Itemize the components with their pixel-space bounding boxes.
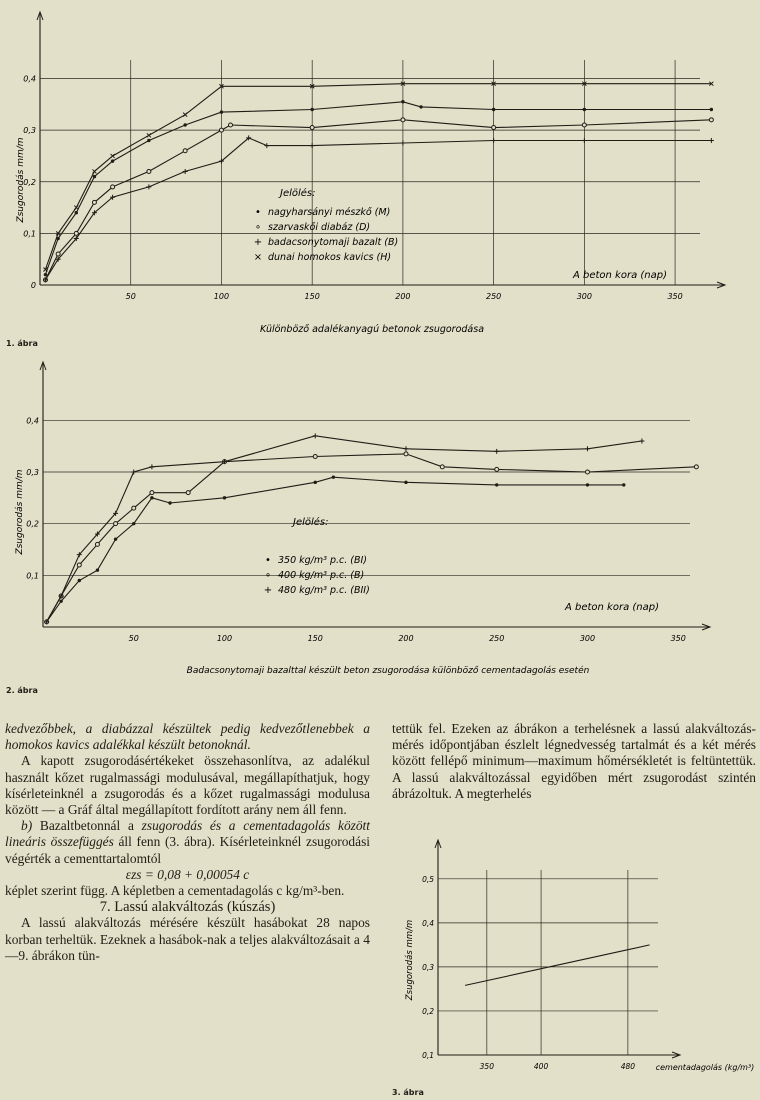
x-tick-label: 150 — [307, 634, 323, 643]
data-point — [93, 175, 96, 178]
data-point — [404, 452, 408, 456]
y-tick-label: 0 — [30, 281, 36, 290]
fig2-label: 2. ábra — [6, 686, 38, 695]
data-point — [400, 141, 405, 146]
data-point — [492, 126, 496, 130]
x-tick-label: 250 — [489, 634, 505, 643]
data-point — [44, 273, 47, 276]
fig1-legend-title: Jelölés: — [280, 188, 316, 199]
paragraph: A kapott zsugorodásértékeket összehasonlítva, az adalékul használt kőzet rugalmassági modulusával, megállapíthatjuk, hogy kísérleteinknél a zsugorodás és a kőzet rugalmassági modulusa között — a Gráf által megállapított fordított arány nem áll fenn. — [5, 753, 370, 818]
text-span: Bazaltbetonnál a — [39, 818, 134, 834]
data-point — [114, 522, 118, 526]
data-point — [583, 108, 586, 111]
data-point — [495, 467, 499, 471]
legend-entry: 400 kg/m³ p.c. (B) — [278, 570, 365, 581]
data-point — [74, 206, 78, 210]
y-tick-label: 0,4 — [422, 918, 434, 928]
y-tick-label: 0,1 — [26, 571, 39, 581]
fig2-xlabel: A beton kora (nap) — [564, 602, 660, 613]
data-point — [313, 455, 317, 459]
data-point — [114, 537, 117, 540]
data-point — [132, 506, 136, 510]
data-point — [495, 483, 498, 486]
data-point — [111, 185, 115, 189]
data-point — [147, 139, 150, 142]
legend-entry: 480 kg/m³ p.c. (BII) — [278, 585, 370, 596]
data-point — [220, 110, 223, 113]
data-point — [111, 159, 114, 162]
y-tick-label: 0,1 — [23, 229, 36, 239]
data-point — [314, 481, 317, 484]
fig2-ylabel: Zsugorodás mm/m — [15, 469, 25, 555]
data-point — [150, 491, 154, 495]
data-point — [622, 483, 625, 486]
x-tick-label: 250 — [485, 292, 502, 301]
x-tick-label: 100 — [213, 292, 230, 301]
data-point — [92, 169, 96, 173]
formula: εzs = 0,08 + 0,00054 c — [125, 866, 250, 882]
fig1-xlabel: A beton kora (nap) — [572, 270, 668, 281]
legend-marker: ∘ — [264, 570, 272, 581]
fig3-ylabel: Zsugorodás mm/m — [405, 919, 415, 1001]
fig1-ylabel: Zsugorodás mm/m — [16, 137, 26, 223]
x-tick-label: 480 — [620, 1062, 636, 1071]
x-tick-label: 50 — [128, 634, 139, 643]
emphasis: zsugorodás és a cementadagolás között lineáris összefüggés — [5, 818, 370, 850]
legend-marker: • — [265, 555, 271, 566]
data-point — [403, 446, 408, 451]
data-point — [494, 449, 499, 454]
data-point — [639, 439, 644, 444]
fig2-legend-title: Jelölés: — [293, 517, 329, 528]
data-point — [56, 252, 60, 256]
data-point — [229, 123, 233, 127]
data-point — [186, 491, 190, 495]
data-point — [74, 231, 78, 235]
data-point — [183, 169, 188, 174]
data-point — [92, 200, 96, 204]
legend-marker: + — [263, 585, 273, 596]
x-tick-label: 350 — [667, 292, 683, 301]
figure-3 — [380, 830, 760, 1100]
data-point — [147, 169, 151, 173]
paragraph: A lassú alakváltozás mérésére készült hasábokat 28 napos korban terheltük. Ezeknek a hasábok-nak a teljes alakváltozásait a 4—9. ábrákon tün- — [5, 915, 370, 963]
fig1-label: 1. ábra — [6, 339, 38, 348]
legend-marker: + — [253, 237, 263, 248]
fig3-label: 3. ábra — [392, 1088, 424, 1097]
y-tick-label: 0,2 — [23, 177, 36, 187]
data-point — [310, 143, 315, 148]
fig2-caption: Badacsonytomaji bazalttal készült beton zsugorodása különböző cementadagolás esetén — [186, 666, 590, 676]
data-point — [59, 599, 62, 602]
data-point — [401, 118, 405, 122]
legend-entry: szarvaskői diabáz (D) — [268, 222, 371, 233]
data-point — [183, 123, 186, 126]
y-tick-label: 0,2 — [422, 1006, 434, 1016]
data-point — [111, 154, 115, 158]
data-point — [313, 433, 318, 438]
paragraph: tettük fel. Ezeken az ábrákon a terhelésnek a lassú alakváltozás-mérés időpontjában észlelt légnedvesség tartalmát és a két mérés között fellépő minimum—maximum hőmérsékletét is feltüntettük. A lassú alakváltozással egyidőben mért zsugorodást szintén ábrázoltuk. A megterhelés — [392, 721, 756, 801]
text-column-right — [392, 721, 756, 802]
data-point — [582, 138, 587, 143]
figure-2 — [0, 352, 760, 682]
data-point — [419, 105, 422, 108]
data-point — [332, 475, 335, 478]
x-tick-label: 350 — [670, 634, 686, 643]
data-point — [132, 522, 135, 525]
data-point — [694, 465, 698, 469]
legend-entry: badacsonytomaji bazalt (B) — [268, 237, 399, 248]
data-point — [264, 143, 269, 148]
series-line-1 — [465, 945, 649, 986]
y-tick-label: 0,1 — [422, 1051, 434, 1060]
legend-entry: nagyharsányi mészkő (M) — [268, 207, 391, 218]
text-column-left — [5, 721, 370, 964]
legend-entry: 350 kg/m³ p.c. (BI) — [278, 555, 368, 566]
data-point — [75, 211, 78, 214]
data-point — [183, 149, 187, 153]
data-point — [586, 483, 589, 486]
x-tick-label: 350 — [479, 1062, 494, 1071]
y-tick-label: 0,4 — [26, 416, 39, 426]
x-tick-label: 400 — [533, 1062, 549, 1071]
x-tick-label: 150 — [304, 292, 320, 301]
data-point — [131, 470, 136, 475]
fig3-xlabel: cementadagolás (kg/m³) — [655, 1063, 755, 1072]
series-line-2 — [47, 454, 697, 622]
data-point — [310, 126, 314, 130]
fig1-caption: Különböző adalékanyagú betonok zsugorodása — [259, 324, 485, 335]
legend-marker: × — [253, 252, 263, 263]
data-point — [585, 446, 590, 451]
paragraph — [5, 818, 370, 867]
data-point — [150, 496, 153, 499]
data-point — [146, 184, 151, 189]
y-tick-label: 0,2 — [26, 519, 39, 529]
data-point — [491, 138, 496, 143]
x-tick-label: 50 — [125, 292, 136, 301]
data-point — [78, 579, 81, 582]
series-line-1 — [47, 477, 624, 622]
paragraph: kedvezőbbek, a diabázzal készültek pedig kedvezőtlenebbek a homokos kavics adalékkal készült betonoknál. — [5, 721, 370, 753]
x-tick-label: 100 — [216, 634, 233, 643]
y-tick-label: 0,4 — [23, 74, 36, 84]
data-point — [219, 128, 223, 132]
section-heading: 7. Lassú alakváltozás (kúszás) — [99, 899, 276, 916]
data-point — [582, 123, 586, 127]
legend-marker: • — [255, 207, 261, 218]
y-tick-label: 0,5 — [422, 874, 434, 884]
data-point — [710, 108, 713, 111]
text-span: áll fenn (3. ábra). Kísérleteinknél zsugorodási végérték a cementtartalomtól — [5, 834, 370, 866]
figure-2-chart — [0, 352, 760, 682]
data-point — [404, 481, 407, 484]
data-point — [492, 108, 495, 111]
y-tick-label: 0,3 — [422, 962, 434, 972]
data-point — [147, 133, 151, 137]
data-point — [77, 563, 81, 567]
data-point — [96, 568, 99, 571]
data-point — [95, 542, 99, 546]
y-tick-label: 0,3 — [23, 126, 36, 136]
figure-1 — [0, 0, 760, 345]
data-point — [149, 464, 154, 469]
figure-1-chart — [0, 0, 760, 345]
data-point — [310, 108, 313, 111]
x-tick-label: 300 — [579, 634, 596, 643]
data-point — [709, 118, 713, 122]
legend-marker: ∘ — [254, 222, 262, 233]
list-marker: b) — [21, 818, 33, 834]
x-tick-label: 200 — [395, 292, 411, 301]
x-tick-label: 300 — [576, 292, 592, 301]
paragraph: képlet szerint függ. A képletben a cementadagolás c kg/m³-ben. — [5, 883, 345, 899]
x-tick-label: 200 — [398, 634, 414, 643]
data-point — [709, 138, 714, 143]
data-point — [585, 470, 589, 474]
y-tick-label: 0,3 — [26, 468, 39, 477]
data-point — [223, 496, 226, 499]
legend-entry: dunai homokos kavics (H) — [268, 252, 392, 263]
figure-3-chart — [380, 830, 760, 1100]
data-point — [168, 501, 171, 504]
data-point — [440, 465, 444, 469]
data-point — [401, 100, 404, 103]
data-point — [183, 113, 187, 117]
